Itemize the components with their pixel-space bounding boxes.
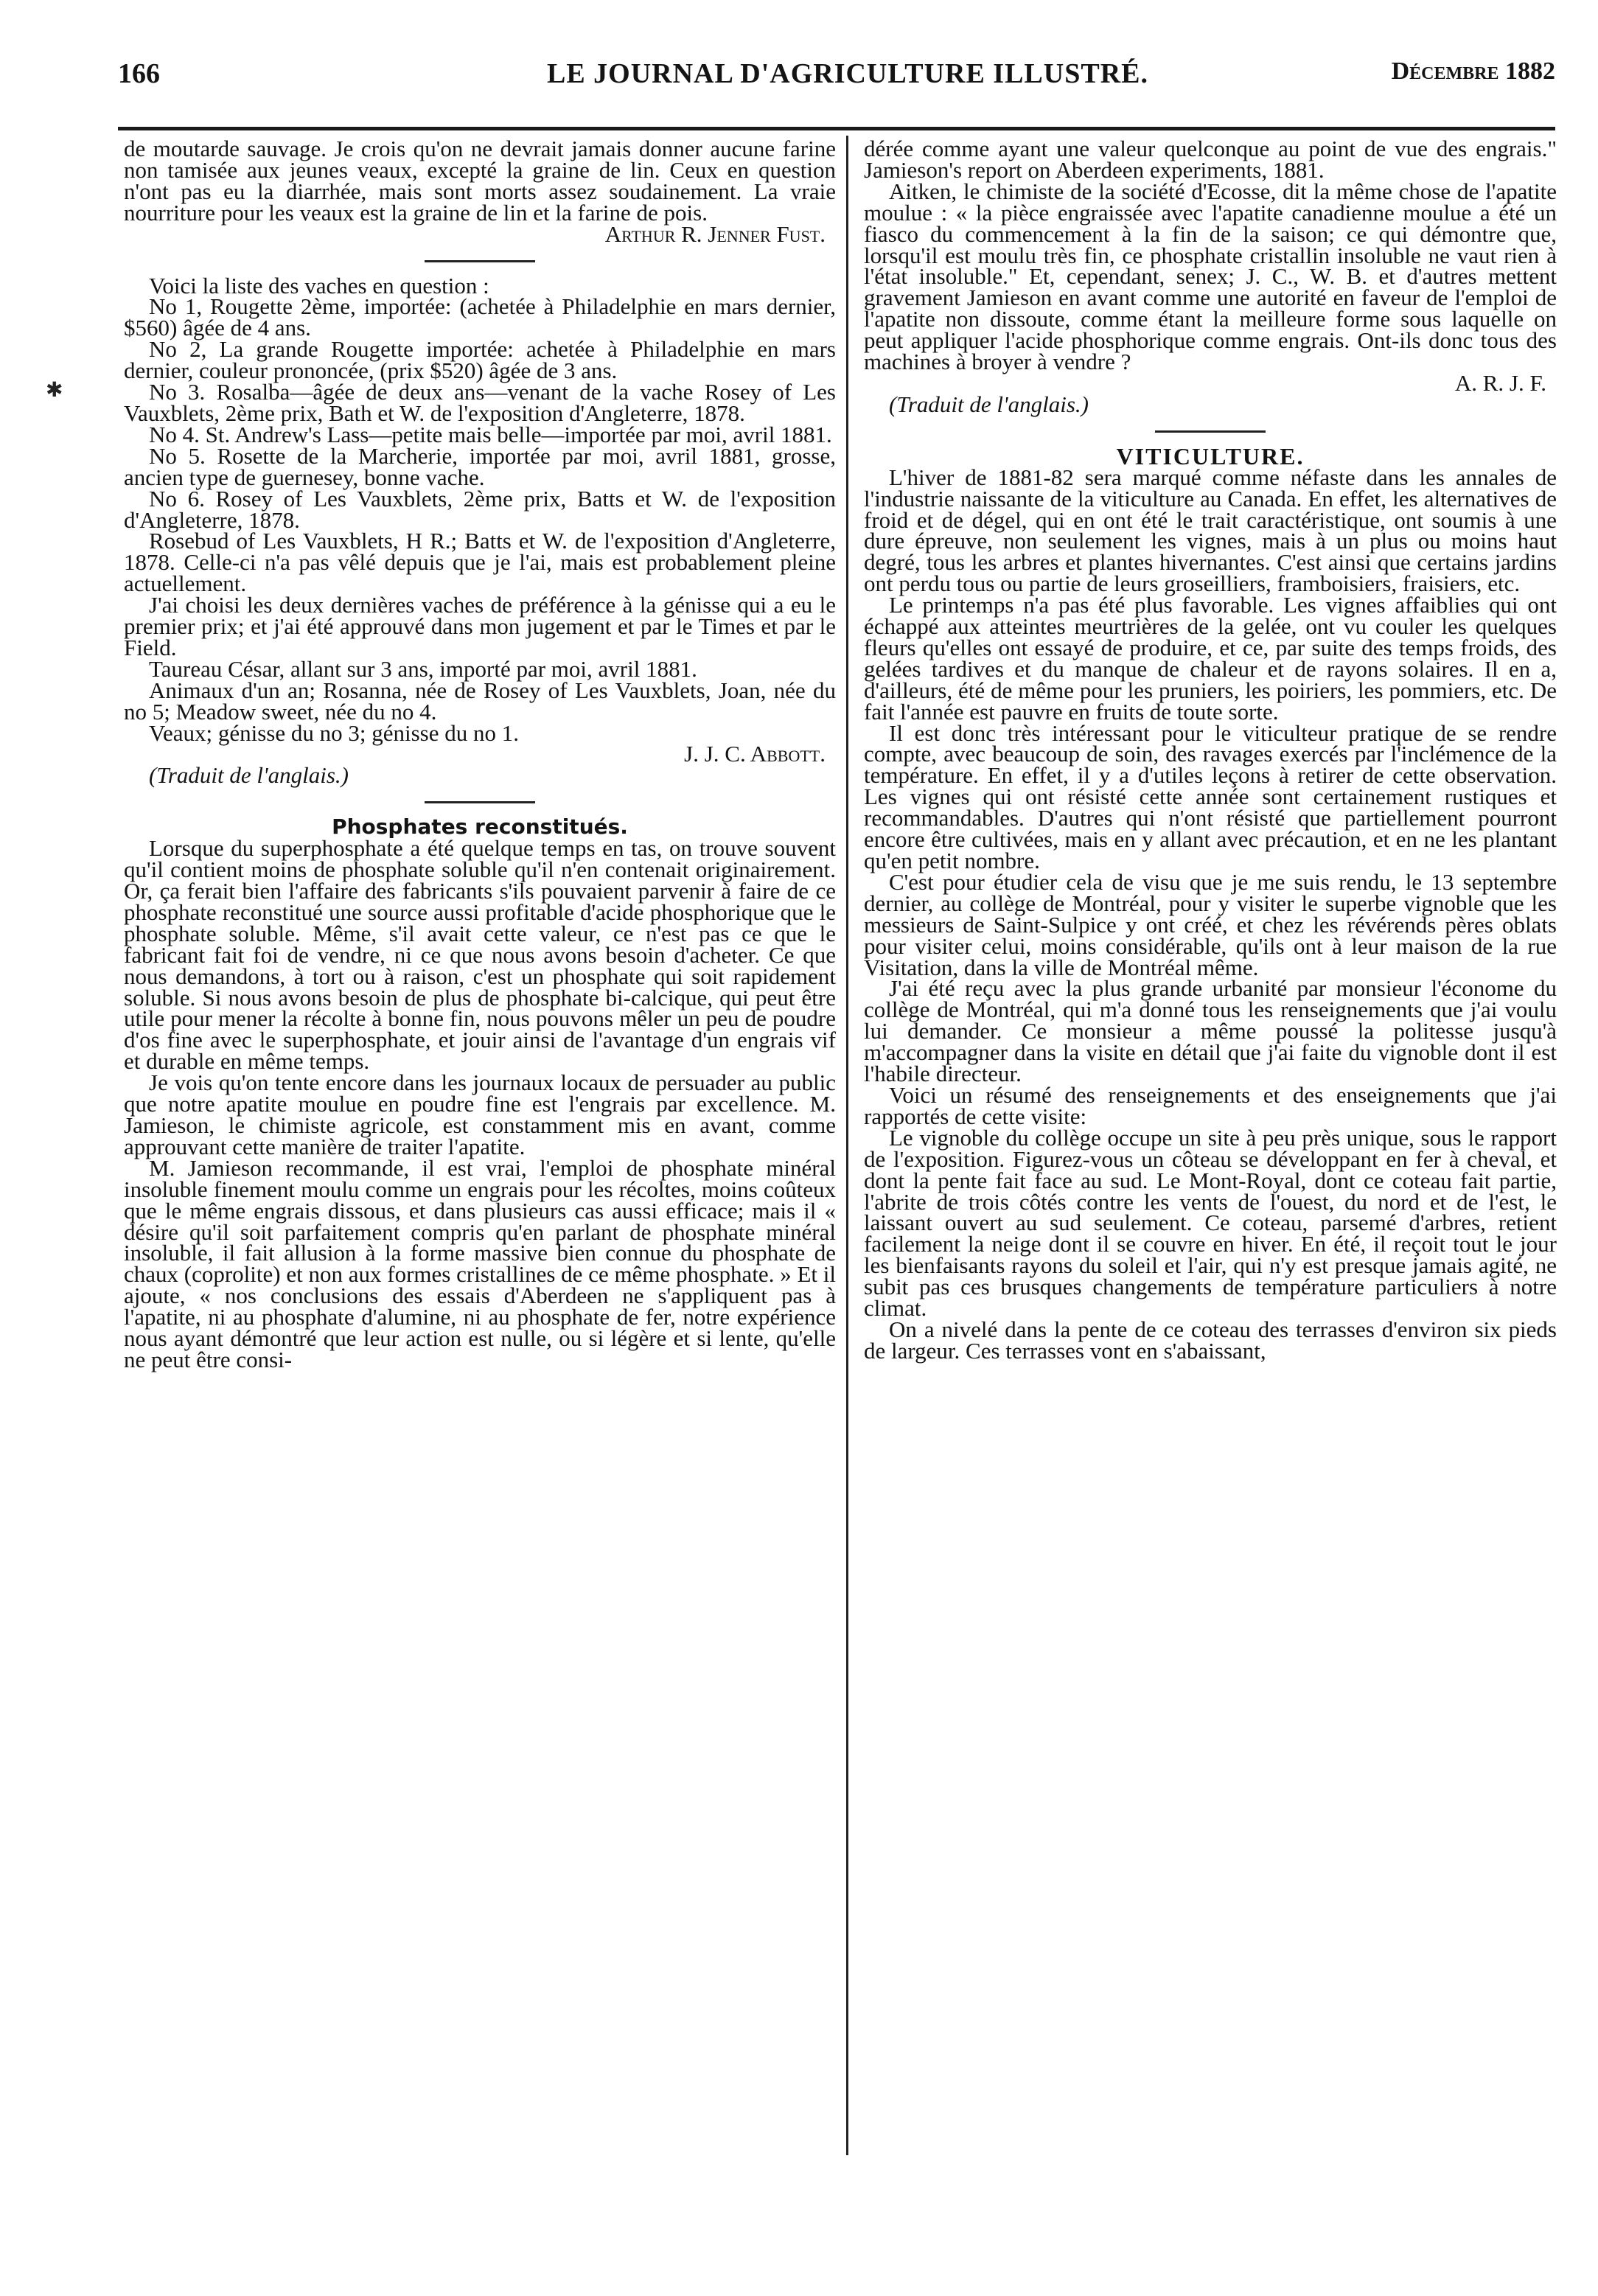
- margin-mark: ✱: [46, 379, 63, 402]
- paragraph: Voici un résumé des renseignements et des enseignements que j'ai rapportés de cette visite:: [864, 1081, 1557, 1129]
- paragraph: On a nivelé dans la pente de ce coteau des terrasses d'environ six pieds de largeur. Ces terrasses vont en s'abaissant,: [864, 1316, 1557, 1364]
- paragraph: dérée comme ayant une valeur quelconque au point de vue des engrais." Jamieson's report on Aberdeen experiments, 1881.: [864, 136, 1557, 183]
- issue-date: Décembre 1882: [1391, 57, 1555, 85]
- separator-rule: [1155, 430, 1266, 433]
- paragraph: Je vois qu'on tente encore dans les journaux locaux de persuader au public que notre apatite moulue en poudre fine est l'engrais par excellence. M. Jamieson, le chimiste agricole, est constamment mis en avant, comme approuvant cette manière de traiter l'apatite.: [124, 1070, 836, 1159]
- paragraph: de moutarde sauvage. Je crois qu'on ne devrait jamais donner aucune farine non tamisée aux jeunes veaux, excepté la graine de lin. Ceux en question n'ont pas eu la diarrhée, mais sont morts assez soudainement. La vraie nourriture pour les veaux est la graine de lin et la farine de pois.: [124, 136, 836, 226]
- separator-rule: [425, 801, 535, 803]
- paragraph: Il est donc très intéressant pour le viticulteur pratique de se rendre compte, avec beaucoup de soin, des ravages exercés par l'inclémence de la température. En effet, il y a d'utiles leçons à retirer de cette observation. Les vignes qui ont résisté cette année sont certainement rustiques et recommandables. D'autres qui n'ont résisté que partiellement pourront encore être cultivées, mais en y allant avec précaution, et en ne les plantant qu'en petit nombre.: [864, 719, 1557, 873]
- list-item: No 1, Rougette 2ème, importée: (achetée à Philadelphie en mars dernier, $560) âgée de 4 ans.: [124, 293, 836, 341]
- list-item: Veaux; génisse du no 3; génisse du no 1.: [149, 719, 519, 746]
- signature: J. J. C. Abbott.: [684, 741, 826, 767]
- journal-title: LE JOURNAL D'AGRICULTURE ILLUSTRÉ.: [546, 58, 1148, 89]
- header-rule: [118, 127, 1555, 130]
- paragraph: J'ai été reçu avec la plus grande urbanité par monsieur l'économe du collège de Montréal, qui m'a donné tous les renseignements que j'ai voulu lui demander. Ce monsieur a même poussé la politesse jusqu'à m'accompagner dans la visite en détail que j'ai faite du vignoble dont il est l'habile directeur.: [864, 975, 1557, 1087]
- list-item: Taureau César, allant sur 3 ans, importé par moi, avril 1881.: [149, 655, 697, 682]
- section-title: Phosphates reconstitués.: [332, 814, 628, 840]
- paragraph: Lorsque du superphosphate a été quelque temps en tas, on trouve souvent qu'il contient moins de phosphate soluble qu'il n'en contenait originairement. Or, ça ferait bien l'affaire des fabricants s'ils pouvaient parvenir à faire de ce phosphate reconstitué une source aussi profitable d'acide phosphorique que le phosphate soluble. Même, s'il avait cette valeur, ce n'est pas ce que le fabricant fait foi de vendre, ni ce que nous avons besoin d'acheter. Ce que nous demandons, à tort ou à raison, c'est un phosphate qui soit rapidement soluble. Si nous avons besoin de plus de phosphate bi-calcique, qui peut être utile pour mener la récolte à bonne fin, nous pouvons mêler un peu de poudre d'os fine avec le superphosphate, et jouir ainsi de l'avantage d'un engrais vif et durable en même temps.: [124, 835, 836, 1075]
- signature: Arthur R. Jenner Fust.: [604, 220, 826, 247]
- list-item: J'ai choisi les deux dernières vaches de préférence à la génisse qui a eu le premier prix; et j'ai été approuvé dans mon jugement et par le Times et par le Field.: [124, 592, 836, 660]
- right-column: [864, 136, 1557, 1364]
- list-item: No 4. St. Andrew's Lass—petite mais belle—importée par moi, avril 1881.: [149, 421, 832, 447]
- column-divider: [846, 136, 848, 2155]
- left-column: [124, 136, 836, 1372]
- paragraph: Le printemps n'a pas été plus favorable. Les vignes affaiblies qui ont échappé aux atteintes meurtrières de la gelée, ont vu couler les quelques fleurs qu'elles ont essayé de produire, et ce, par suite des temps froids, des gelées tardives et du manque de chaleur et de rayons solaires. Il en a, d'ailleurs, été de même pour les pruniers, les poiriers, les pommiers, etc. De fait l'année est pauvre en fruits de toute sorte.: [864, 592, 1557, 725]
- translation-note: (Traduit de l'anglais.): [149, 762, 349, 789]
- paragraph: L'hiver de 1881-82 sera marqué comme néfaste dans les annales de l'industrie naissante de la viticulture au Canada. En effet, les alternatives de froid et de dégel, qui en ont été le trait caractéristique, ont soumis à une dure épreuve, non seulement les vignes, mais à un plus ou moins haut degré, tous les arbres et plantes hivernantes. C'est ainsi que certains jardins ont perdu tous ou partie de leurs groseilliers, framboisiers, fraisiers, etc.: [864, 464, 1557, 597]
- list-item: Rosebud of Les Vauxblets, H R.; Batts et W. de l'exposition d'Angleterre, 1878. Celle-ci n'a pas vêlé depuis que je l'ai, mais est probablement pleine actuellement.: [124, 528, 836, 597]
- signature: A. R. J. F.: [1454, 369, 1546, 396]
- list-intro: Voici la liste des vaches en question :: [149, 272, 489, 299]
- section-title: VITICULTURE.: [1116, 442, 1305, 470]
- list-item: Animaux d'un an; Rosanna, née de Rosey of Les Vauxblets, Joan, née du no 5; Meadow sweet, née du no 4.: [124, 677, 836, 725]
- page-header: [118, 57, 1555, 99]
- paragraph: Le vignoble du collège occupe un site à peu près unique, sous le rapport de l'exposition. Figurez-vous un côteau se développant en fer à cheval, et dont la pente fait face au sud. Le Mont-Royal, dont ce coteau fait partie, l'abrite de trois côtés contre les vents de l'ouest, du nord et de l'est, le laissant ouvert au sud seulement. Ce coteau, parsemé d'arbres, retient facilement la neige dont il se couvre en hiver. En été, il reçoit tout le jour les bienfaisants rayons du soleil et l'air, qui n'y est presque jamais agité, ne subit pas ces brusques changements de température particuliers à notre climat.: [864, 1124, 1557, 1322]
- paragraph: Aitken, le chimiste de la société d'Ecosse, dit la même chose de l'apatite moulue : « la pièce engraissée avec l'apatite canadienne moulue a été un fiasco du commencement à la fin de la saison; ce qui démontre que, lorsqu'il est moulu très fin, ce phosphate cristallin insoluble ne vaut rien à l'état insoluble." Et, cependant, senex; J. C., W. B. et d'autres mettent gravement Jamieson en avant comme une autorité en faveur de l'emploi de l'apatite non dissoute, comme étant la meilleure forme sous laquelle on peut appliquer l'acide phosphorique comme engrais. Ont-ils donc tous des machines à broyer à vendre ?: [864, 178, 1557, 375]
- page-number: 166: [118, 58, 160, 89]
- paragraph: M. Jamieson recommande, il est vrai, l'emploi de phosphate minéral insoluble finement moulu comme un engrais pour les récoltes, moins coûteux que le même engrais dissous, et dans plusieurs cas aussi efficace; mais il « désire qu'il soit parfaitement compris qu'en parlant de phosphate minéral insoluble, il fait allusion à la forme massive bien connue du phosphate de chaux (coprolite) et non aux formes cristallines de ce même phosphate. » Et il ajoute, « nos conclusions des essais d'Aberdeen ne s'appliquent pas à l'apatite, ni au phosphate d'alumine, ni au phosphate de fer, notre expérience nous ayant démontré que leur action est nulle, ou si légère et si lente, qu'elle ne peut être consi-: [124, 1154, 836, 1372]
- list-item: No 2, La grande Rougette importée: achetée à Philadelphie en mars dernier, couleur prononcée, (prix $520) âgée de 3 ans.: [124, 336, 836, 384]
- paragraph: C'est pour étudier cela de visu que je me suis rendu, le 13 septembre dernier, au collège de Montréal, pour y visiter le superbe vignoble que les messieurs de Saint-Sulpice y ont créé, et chez les révérends pères oblats pour visiter celui, moins considérable, qu'ils ont à leur maison de la rue Visitation, dans la ville de Montréal même.: [864, 868, 1557, 980]
- separator-rule: [425, 260, 535, 262]
- list-item: No 6. Rosey of Les Vauxblets, 2ème prix, Batts et W. de l'exposition d'Angleterre, 1878.: [124, 485, 836, 533]
- list-item: No 3. Rosalba—âgée de deux ans—venant de la vache Rosey of Les Vauxblets, 2ème prix, Bath et W. de l'exposition d'Angleterre, 1878.: [124, 379, 836, 426]
- translation-note: (Traduit de l'anglais.): [889, 391, 1089, 417]
- list-item: No 5. Rosette de la Marcherie, importée par moi, avril 1881, grosse, ancien type de guernesey, bonne vache.: [124, 442, 836, 490]
